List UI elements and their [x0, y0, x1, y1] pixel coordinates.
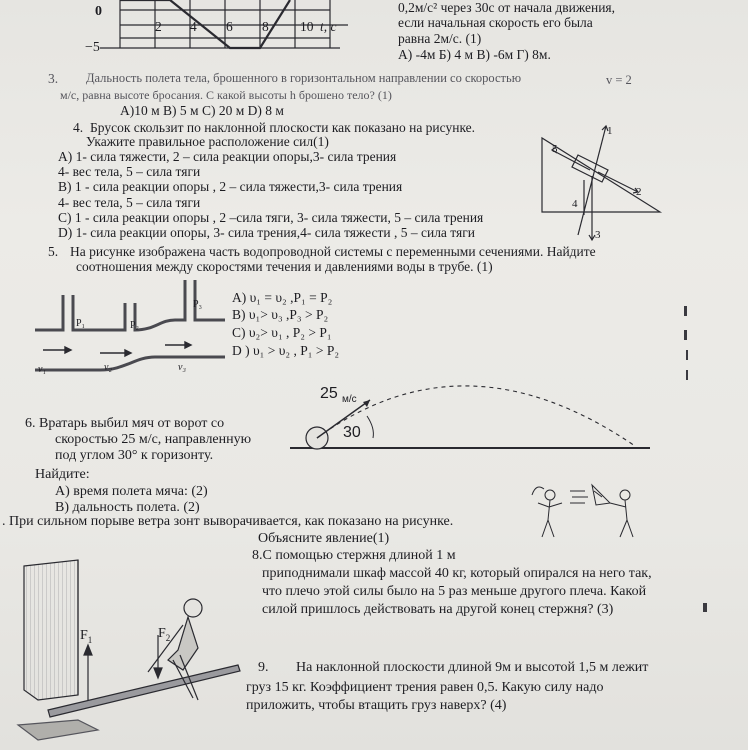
incline-label: 5 [552, 143, 558, 155]
umbrella-figure [530, 475, 650, 540]
q-top-line3: равна 2м/с. (1) [398, 31, 482, 46]
graph-x-tick: 10 [300, 19, 314, 34]
q5-line2: соотношения между скоростями течения и давлениями воды в трубе. (1) [76, 259, 493, 274]
ball-speed-unit: м/с [342, 394, 357, 405]
lever-f2-label: $F_2$ [158, 626, 171, 643]
q4-option-b1: В) 1 - сила реакции опоры , 2 – сила тяжести,3- сила трения [58, 179, 403, 194]
q6-find: Найдите: [35, 467, 90, 482]
q3-answers: А)10 м В) 5 м С) 20 м D) 8 м [120, 103, 284, 118]
q8-line3: что плечо этой силы было на 5 раз меньше другого плеча. Какой [262, 584, 647, 599]
q5-number: 5. [48, 244, 59, 259]
incline-label: 2 [636, 186, 642, 198]
q6-option-a: А) время полета мяча: (2) [55, 484, 208, 499]
incline-label: 4 [572, 198, 578, 210]
graph-x-tick: 4 [190, 19, 197, 34]
q5-option-d: D ) υ₁ > υ₂ , P₁ > P₂ [232, 343, 340, 358]
q4-option-a2: 4- вес тела, 5 – сила тяги [58, 164, 201, 179]
q4-line1: Брусок скользит по наклонной плоскости как показано на рисунке. [90, 120, 476, 135]
q3-line2: м/с, равна высоте бросания. С какой высоты h брошено тело? (1) [60, 88, 392, 102]
q6-line2: скоростью 25 м/с, направленную [55, 432, 252, 447]
q9-line2: груз 15 кг. Коэффициент трения равен 0,5. Какую силу надо [246, 680, 604, 695]
pipe-p2: P₂ [130, 320, 140, 331]
incline-forces-figure [520, 120, 670, 245]
edge-mark [703, 603, 707, 612]
q-top-line1: 0,2м/с² через 30с от начала движения, [398, 0, 616, 15]
lever-cabinet-figure [18, 560, 238, 750]
edge-mark [684, 330, 687, 340]
q8-line1: 8.С помощью стержня длиной 1 м [252, 548, 456, 563]
q5-option-c: С) υ₂> υ₁ , P₂ > P₁ [232, 325, 332, 340]
q6-option-b: В) дальность полета. (2) [55, 500, 200, 515]
ball-trajectory-figure [285, 360, 665, 460]
q-top-answers: А) -4м Б) 4 м В) -6м Г) 8м. [398, 47, 551, 62]
q5-option-a: А) υ₁ = υ₂ ,P₁ = P₂ [232, 290, 333, 305]
ball-speed-value: 25 [320, 385, 338, 402]
q4-option-b2: 4- вес тела, 5 – сила тяги [58, 195, 201, 210]
edge-mark [684, 306, 687, 316]
q-top-line2: если начальная скорость его была [398, 15, 593, 30]
q4-option-a1: А) 1- сила тяжести, 2 – сила реакции опоры,3- сила трения [58, 149, 397, 164]
pipe-p3: P₃ [193, 299, 203, 310]
pipe-p1: P₁ [76, 318, 86, 329]
q3-v-label: v = 2 [606, 73, 632, 87]
incline-label: 1 [607, 125, 613, 137]
q7-line2: Объясните явление(1) [258, 531, 390, 546]
q3-number: 3. [48, 71, 59, 86]
q6-line1: 6. Вратарь выбил мяч от ворот со [25, 416, 225, 431]
q8-line4: силой пришлось действовать на другой конец стержня? (3) [262, 602, 614, 617]
graph-x-tick: 6 [226, 19, 233, 34]
q5-line1: На рисунке изображена часть водопроводной системы с переменными сечениями. Найдите [70, 244, 596, 259]
edge-mark [686, 350, 688, 360]
q4-option-c1: С) 1 - сила реакции опоры , 2 –сила тяги, 3- сила тяжести, 5 – сила трения [58, 210, 484, 225]
q9-number: 9. [258, 660, 269, 675]
q4-option-d1: D) 1- сила реакции опоры, 3- сила трения,4- сила тяжести , 5 – сила тяги [58, 225, 475, 240]
incline-label: 3 [595, 229, 601, 241]
q3-line1: Дальность полета тела, брошенного в горизонтальном направлении со скоростью [86, 71, 522, 85]
graph-y-zero: 0 [95, 4, 102, 19]
pipe-v1: v₁ [38, 364, 46, 375]
q4-number: 4. [73, 120, 84, 135]
q6-line3: под углом 30° к горизонту. [55, 448, 214, 463]
pipe-v3: v₃ [178, 362, 186, 373]
graph-y-minus5: −5 [85, 40, 100, 55]
q9-line3: приложить, чтобы втащить груз наверх? (4) [246, 698, 507, 713]
q7-line1: . При сильном порыве ветра зонт выворачивается, как показано на рисунке. [2, 514, 454, 529]
graph-x-label: t, c [320, 19, 337, 34]
q5-option-b: В) υ₁> υ₃ ,P₃ > P₂ [232, 307, 329, 322]
graph-x-tick: 2 [155, 19, 162, 34]
ball-angle-value: 30 [343, 424, 361, 441]
lever-f1-label: $F_1$ [80, 628, 93, 645]
graph-x-tick: 8 [262, 19, 269, 34]
edge-mark [686, 370, 688, 380]
velocity-graph [60, 0, 360, 60]
q4-line2: Укажите правильное расположение сил(1) [86, 134, 329, 149]
pipe-v2: v₂ [104, 362, 112, 373]
q8-line2: приподнимали шкаф массой 40 кг, который опирался на него так, [262, 566, 652, 581]
q9-line1: На наклонной плоскости длиной 9м и высотой 1,5 м лежит [296, 660, 649, 675]
